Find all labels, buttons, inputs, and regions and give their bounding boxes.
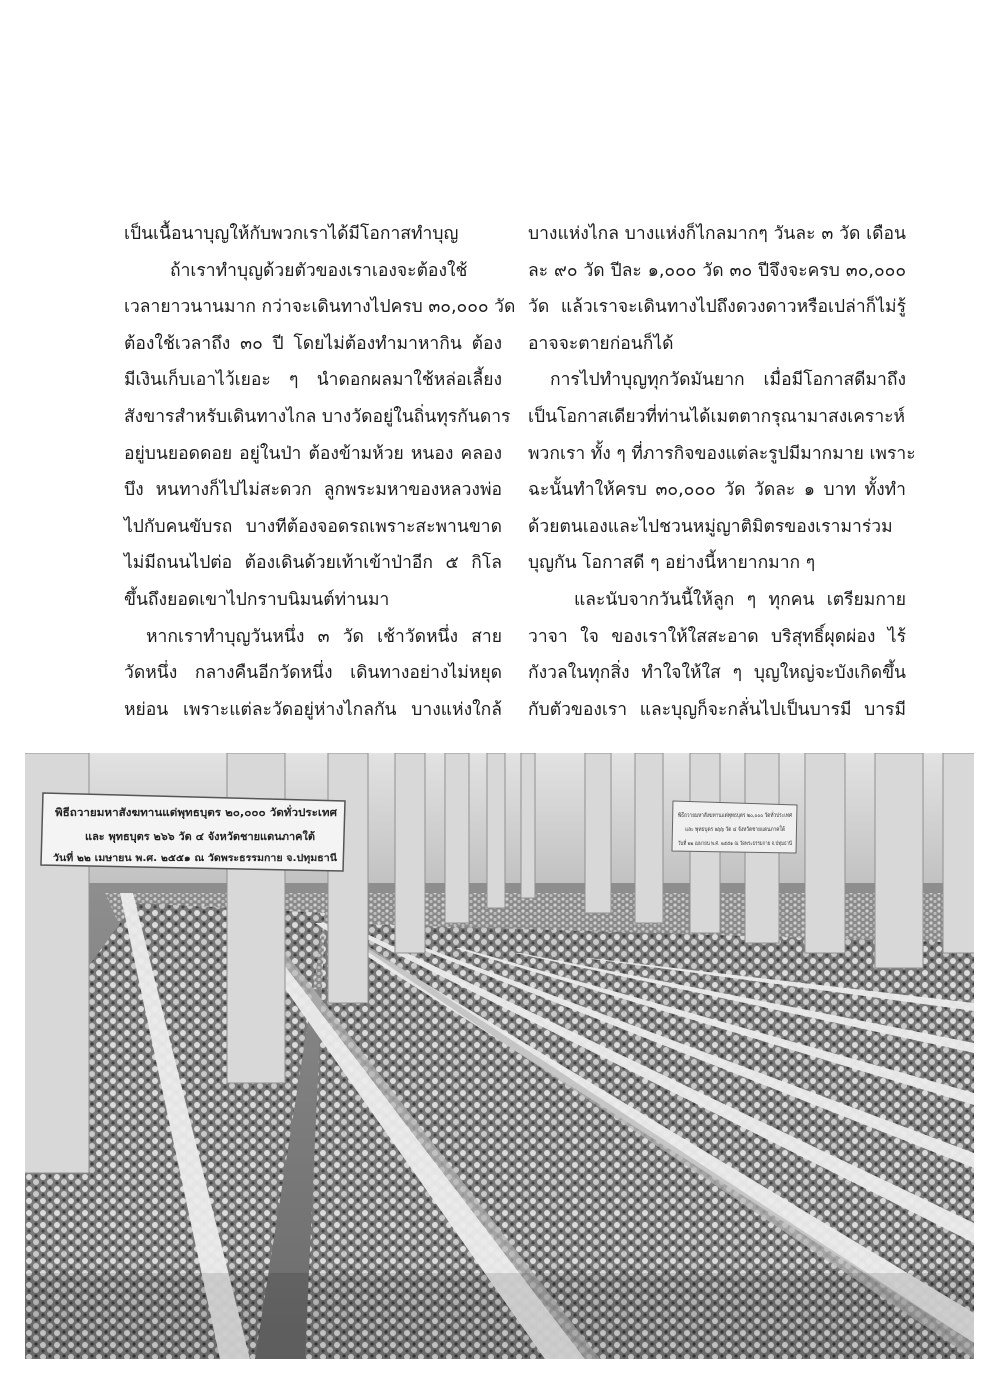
- text-line: บางแห่งไกล บางแห่งก็ไกลมากๆ วันละ ๓ วัด เดือน: [528, 224, 906, 244]
- text-line: ด้วยตนเองและไปชวนหมู่ญาติมิตรของเรามาร่วม: [528, 516, 893, 537]
- text-line: วัด แล้วเราจะเดินทางไปถึงดวงดาวหรือเปล่าก็ไม่รู้: [528, 297, 906, 318]
- text-line: หย่อน เพราะแต่ละวัดอยู่ห่างไกลกัน บางแห่งใกล้: [124, 699, 502, 720]
- banner-left-line-2: และ พุทธบุตร ๒๖๖ วัด ๔ จังหวัดชายแดนภาคใต้: [85, 831, 306, 843]
- text-line: เป็นโอกาสเดียวที่ท่านได้เมตตากรุณามาสงเคราะห์: [528, 406, 906, 427]
- text-line: กับตัวของเรา และบุญก็จะกลั่นไปเป็นบารมี บารมี: [528, 699, 906, 720]
- text-line: ไปกับคนขับรถ บางทีต้องจอดรถเพราะสะพานขาด: [124, 516, 502, 537]
- text-line: อยู่บนยอดดอย อยู่ในป่า ต้องข้ามห้วย หนอง คลอง: [124, 443, 502, 464]
- text-line: ต้องใช้เวลาถึง ๓๐ ปี โดยไม่ต้องทำมาหากิน ต้อง: [124, 333, 502, 354]
- text-line: ถ้าเราทำบุญด้วยตัวของเราเองจะต้องใช้: [170, 260, 468, 281]
- text-line: เป็นเนื้อนาบุญให้กับพวกเราได้มีโอกาสทำบุญ: [124, 224, 459, 244]
- text-line: ไม่มีถนนไปต่อ ต้องเดินด้วยเท้าเข้าป่าอีก ๕ กิโล: [124, 553, 502, 574]
- text-line: อาจจะตายก่อนก็ได้: [528, 333, 674, 354]
- text-line: ละ ๙๐ วัด ปีละ ๑,๐๐๐ วัด ๓๐ ปีจึงจะครบ ๓๐,๐๐๐: [528, 260, 906, 281]
- text-line: หากเราทำบุญวันหนึ่ง ๓ วัด เช้าวัดหนึ่ง สาย: [146, 626, 502, 647]
- banner-left: [41, 793, 345, 871]
- left-text-column: [124, 216, 516, 728]
- text-line: มีเงินเก็บเอาไว้เยอะ ๆ นำดอกผลมาใช้หล่อเลี้ยง: [124, 370, 502, 391]
- right-text-column: [528, 216, 916, 728]
- text-line: วาจา ใจ ของเราให้ใสสะอาด บริสุทธิ์ผุดผ่อง ไร้: [528, 626, 906, 647]
- banner-right: [672, 801, 823, 853]
- text-line: ฉะนั้นทำให้ครบ ๓๐,๐๐๐ วัด วัดละ ๑ บาท ทั้งทำ: [528, 480, 906, 501]
- text-line: ขึ้นถึงยอดเขาไปกราบนิมนต์ท่านมา: [124, 589, 390, 610]
- ceremony-photo: [25, 753, 974, 1359]
- banner-left-line-1: พิธีถวายมหาสังฆทานแด่พุทธบุตร ๒๐,๐๐๐ วัดทั่วประเทศ: [55, 807, 310, 819]
- text-line: บุญกัน โอกาสดี ๆ อย่างนี้หายากมาก ๆ: [528, 553, 816, 574]
- banner-right-line-1: พิธีถวายมหาสังฆทานแด่พุทธบุตร ๒๐,๐๐๐ วัดทั่วประเทศ: [678, 812, 823, 819]
- text-line: วัดหนึ่ง กลางคืนอีกวัดหนึ่ง เดินทางอย่างไม่หยุด: [124, 663, 502, 684]
- banner-left-line-3: วันที่ ๒๒ เมษายน พ.ศ. ๒๕๕๑ ณ วัดพระธรรมกาย จ.ปทุมธานี: [53, 853, 308, 864]
- banner-right-line-2: และ พุทธบุตร ๒๖๖ วัด ๔ จังหวัดชายแดนภาคใต้: [685, 826, 810, 833]
- banner-right-line-3: วันที่ ๒๒ เมษายน พ.ศ. ๒๕๕๑ ณ วัดพระธรรมกาย จ.ปทุมธานี: [678, 841, 823, 847]
- text-line: พวกเรา ทั้ง ๆ ที่ภารกิจของแต่ละรูปมีมากมาย เพราะ: [528, 443, 916, 464]
- text-line: เวลายาวนานมาก กว่าจะเดินทางไปครบ ๓๐,๐๐๐ วัด: [124, 297, 516, 318]
- text-line: สังขารสำหรับเดินทางไกล บางวัดอยู่ในถิ่นทุรกันดาร: [124, 406, 511, 427]
- text-line: บึง หนทางก็ไปไม่สะดวก ลูกพระมหาของหลวงพ่อ: [124, 480, 502, 501]
- text-line: การไปทำบุญทุกวัดมันยาก เมื่อมีโอกาสดีมาถึง: [550, 370, 906, 391]
- text-line: กังวลในทุกสิ่ง ทำใจให้ใส ๆ บุญใหญ่จะบังเกิดขึ้น: [528, 663, 906, 684]
- text-line: และนับจากวันนี้ให้ลูก ๆ ทุกคน เตรียมกาย: [574, 589, 906, 610]
